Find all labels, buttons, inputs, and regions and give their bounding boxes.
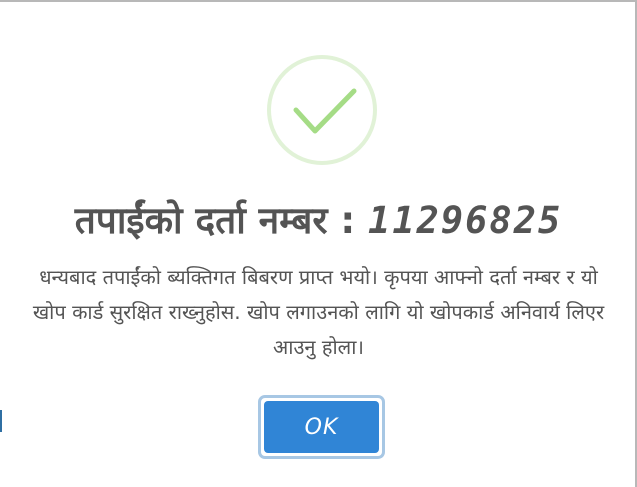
confirmation-message: धन्यबाद तपाईंको ब्यक्तिगत बिबरण प्राप्त भयो। कृपया आफ्नो दर्ता नम्बर र यो खोप कार्ड सुरक्षित राख्नुहोस. खोप लगाउनको लागि यो खोपकार्ड अनिवार्य लिएर आउनु होला। xyxy=(32,265,605,359)
check-icon xyxy=(271,59,373,161)
title-label: तपाईंको दर्ता नम्बर : xyxy=(74,199,356,242)
background-edge xyxy=(0,410,2,432)
success-icon-ring xyxy=(267,55,377,165)
registration-number: 11296825 xyxy=(368,199,563,242)
ok-button[interactable] xyxy=(258,395,385,459)
ok-button-label[interactable]: OK xyxy=(264,401,379,453)
registration-title xyxy=(0,198,637,244)
